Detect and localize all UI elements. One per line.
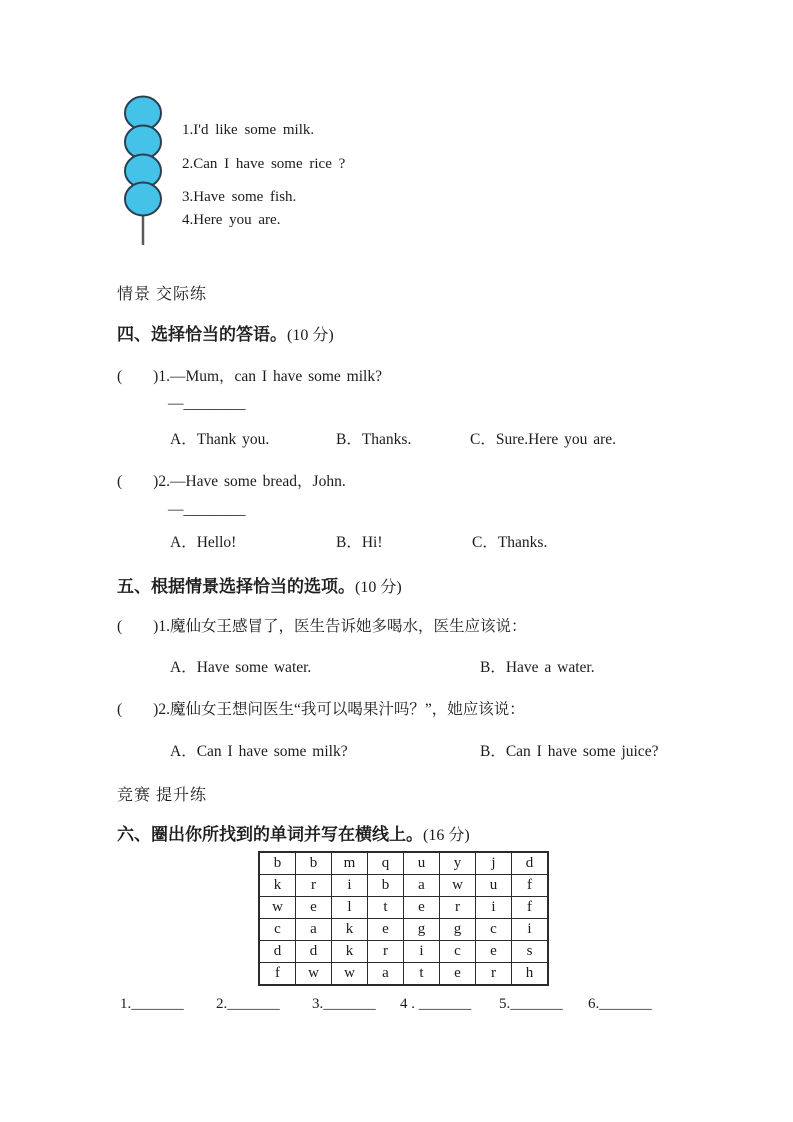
grid-cell: l — [332, 897, 368, 919]
grid-cell: s — [512, 941, 549, 963]
caption-line-1: 1.I'd like some milk. — [182, 122, 315, 138]
option-b: B．Thanks. — [336, 431, 412, 448]
table-row — [259, 897, 548, 919]
grid-cell: e — [368, 919, 404, 941]
section4-question-2: ( )2.—Have some bread，John. — [117, 473, 346, 490]
answer-line-3: 3._______ — [312, 996, 376, 1012]
table-row — [259, 875, 548, 897]
grid-cell: k — [332, 919, 368, 941]
section5-q1-options — [0, 655, 793, 675]
grid-cell: f — [512, 897, 549, 919]
grid-cell: f — [512, 875, 549, 897]
grid-cell: w — [259, 897, 296, 919]
contest-practice-label: 竞赛 提升练 — [117, 787, 208, 804]
option-a: A．Hello! — [170, 534, 237, 551]
section4-header — [117, 320, 334, 345]
grid-cell: i — [476, 897, 512, 919]
grid-cell: a — [404, 875, 440, 897]
grid-cell: d — [512, 852, 549, 875]
grid-cell: q — [368, 852, 404, 875]
option-a: A．Can I have some milk? — [170, 743, 348, 760]
option-b: B．Can I have some juice? — [480, 743, 659, 760]
section5-question-1: ( )1.魔仙女王感冒了，医生告诉她多喝水，医生应该说： — [117, 618, 527, 635]
grid-cell: c — [476, 919, 512, 941]
grid-cell: w — [440, 875, 476, 897]
grid-cell: h — [512, 963, 549, 986]
grid-cell: e — [296, 897, 332, 919]
grid-cell: c — [440, 941, 476, 963]
table-row — [259, 852, 548, 875]
grid-cell: c — [259, 919, 296, 941]
grid-cell: m — [332, 852, 368, 875]
word-search-table — [258, 851, 549, 986]
section4-question-1: ( )1.—Mum，can I have some milk? — [117, 368, 382, 385]
answer-line-1: 1._______ — [120, 996, 184, 1012]
grid-cell: i — [332, 875, 368, 897]
grid-cell: a — [368, 963, 404, 986]
grid-cell: d — [259, 941, 296, 963]
grid-cell: k — [259, 875, 296, 897]
answer-line-6: 6._______ — [588, 996, 652, 1012]
section5-question-2: ( )2.魔仙女王想问医生“我可以喝果汁吗？”，她应该说： — [117, 701, 525, 718]
section5-title: 五、根据情景选择恰当的选项。 — [117, 577, 355, 596]
grid-cell: f — [259, 963, 296, 986]
grid-cell: u — [476, 875, 512, 897]
section4-q2-answer-blank: —________ — [168, 501, 246, 518]
grid-cell: d — [296, 941, 332, 963]
grid-cell: r — [296, 875, 332, 897]
option-c: C．Thanks. — [472, 534, 548, 551]
grid-cell: w — [296, 963, 332, 986]
grid-cell: k — [332, 941, 368, 963]
grid-cell: u — [404, 852, 440, 875]
section5-header — [117, 572, 402, 597]
skewer-illustration — [123, 95, 165, 250]
section5-points: (10 分) — [355, 579, 402, 596]
grid-cell: b — [368, 875, 404, 897]
grid-cell: j — [476, 852, 512, 875]
caption-line-2: 2.Can I have some rice ? — [182, 156, 346, 172]
answer-line-5: 5._______ — [499, 996, 563, 1012]
table-row — [259, 963, 548, 986]
option-c: C．Sure.Here you are. — [470, 431, 617, 448]
grid-cell: r — [440, 897, 476, 919]
section6-title: 六、圈出你所找到的单词并写在横线上。 — [117, 825, 423, 844]
option-a: A．Thank you. — [170, 431, 270, 448]
context-practice-label: 情景 交际练 — [117, 286, 208, 303]
grid-cell: g — [440, 919, 476, 941]
grid-cell: t — [368, 897, 404, 919]
caption-line-3: 3.Have some fish. — [182, 189, 297, 205]
grid-cell: g — [404, 919, 440, 941]
section4-q1-options — [0, 427, 793, 447]
table-row — [259, 919, 548, 941]
option-b: B．Have a water. — [480, 659, 595, 676]
grid-cell: b — [259, 852, 296, 875]
answer-line-2: 2._______ — [216, 996, 280, 1012]
grid-cell: e — [476, 941, 512, 963]
section4-q2-options — [0, 530, 793, 550]
grid-cell: e — [440, 963, 476, 986]
grid-cell: e — [404, 897, 440, 919]
grid-cell: i — [404, 941, 440, 963]
section5-q2-options — [0, 739, 793, 759]
option-a: A．Have some water. — [170, 659, 312, 676]
grid-cell: y — [440, 852, 476, 875]
section4-points: (10 分) — [287, 327, 334, 344]
caption-line-4: 4.Here you are. — [182, 212, 281, 228]
grid-cell: b — [296, 852, 332, 875]
bead-circle — [125, 183, 161, 216]
option-b: B．Hi! — [336, 534, 383, 551]
table-row — [259, 941, 548, 963]
grid-cell: w — [332, 963, 368, 986]
grid-cell: t — [404, 963, 440, 986]
section4-q1-answer-blank: —________ — [168, 395, 246, 412]
section4-title: 四、选择恰当的答语。 — [117, 325, 287, 344]
section6-points: (16 分) — [423, 827, 470, 844]
section6-header — [117, 820, 470, 845]
grid-cell: i — [512, 919, 549, 941]
answer-line-4: 4 . _______ — [400, 996, 472, 1012]
grid-cell: r — [476, 963, 512, 986]
grid-cell: a — [296, 919, 332, 941]
grid-cell: r — [368, 941, 404, 963]
